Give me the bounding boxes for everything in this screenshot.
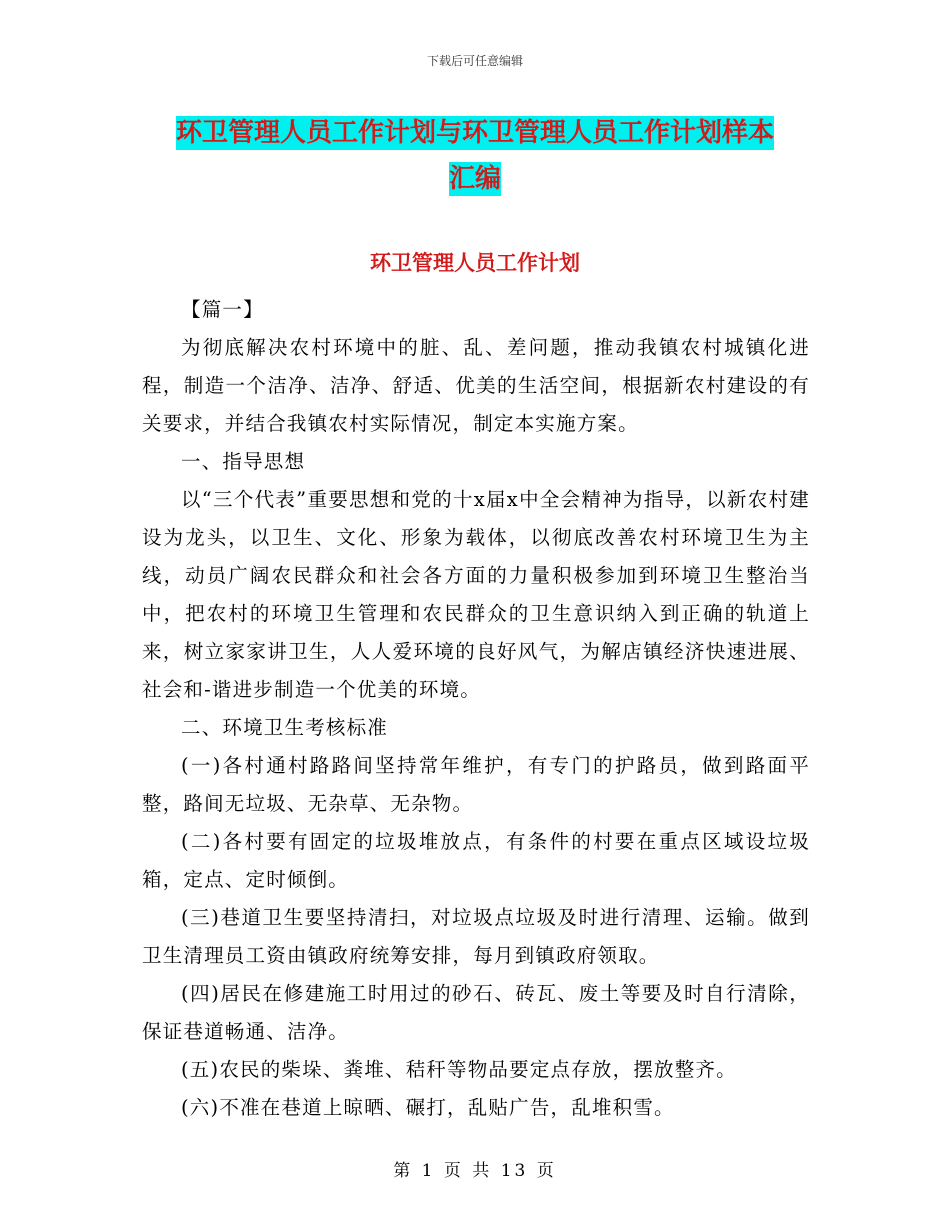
paragraph: (六)不准在巷道上晾晒、碾打，乱贴广告，乱堆积雪。 bbox=[181, 1096, 675, 1119]
page-number-footer: 第 1 页 共 13 页 bbox=[393, 1161, 557, 1181]
paragraph: (二)各村要有固定的垃圾堆放点，有条件的村要在重点区域设垃圾箱，定点、定时倾倒。 bbox=[142, 830, 810, 891]
body-text bbox=[142, 291, 810, 1127]
document-title-line2: 汇编 bbox=[448, 164, 501, 194]
paragraph-heading: 二、环境卫生考核标准 bbox=[181, 716, 389, 739]
paragraph-section-label: 【篇一】 bbox=[181, 298, 264, 321]
document-title-line1: 环卫管理人员工作计划与环卫管理人员工作计划样本 bbox=[175, 118, 774, 148]
page-header-note: 下载后可任意编辑 bbox=[426, 54, 523, 68]
paragraph: (五)农民的柴垛、粪堆、秸秆等物品要定点存放，摆放整齐。 bbox=[181, 1058, 737, 1081]
paragraph-heading: 一、指导思想 bbox=[181, 450, 306, 473]
paragraph: 为彻底解决农村环境中的脏、乱、差问题，推动我镇农村城镇化进程，制造一个洁净、洁净、舒适、优美的生活空间，根据新农村建设的有关要求，并结合我镇农村实际情况，制定本实施方案。 bbox=[142, 336, 810, 435]
paragraph: (一)各村通村路路间坚持常年维护，有专门的护路员，做到路面平整，路间无垃圾、无杂草、无杂物。 bbox=[142, 754, 810, 815]
paragraph: 以“三个代表”重要思想和党的十x届x中全会精神为指导，以新农村建设为龙头，以卫生、文化、形象为载体，以彻底改善农村环境卫生为主线，动员广阔农民群众和社会各方面的力量积极参加到环境卫生整治当中，把农村的环境卫生管理和农民群众的卫生意识纳入到正确的轨道上来，树立家家讲卫生，人人爱环境的良好风气，为解店镇经济快速进展、社会和-谐进步制造一个优美的环境。 bbox=[142, 488, 810, 701]
paragraph: (三)巷道卫生要坚持清扫，对垃圾点垃圾及时进行清理、运输。做到卫生清理员工资由镇政府统筹安排，每月到镇政府领取。 bbox=[142, 906, 810, 967]
document-title bbox=[140, 110, 810, 202]
paragraph: (四)居民在修建施工时用过的砂石、砖瓦、废土等要及时自行清除，保证巷道畅通、洁净。 bbox=[142, 982, 810, 1043]
section-title: 环卫管理人员工作计划 bbox=[370, 250, 580, 275]
